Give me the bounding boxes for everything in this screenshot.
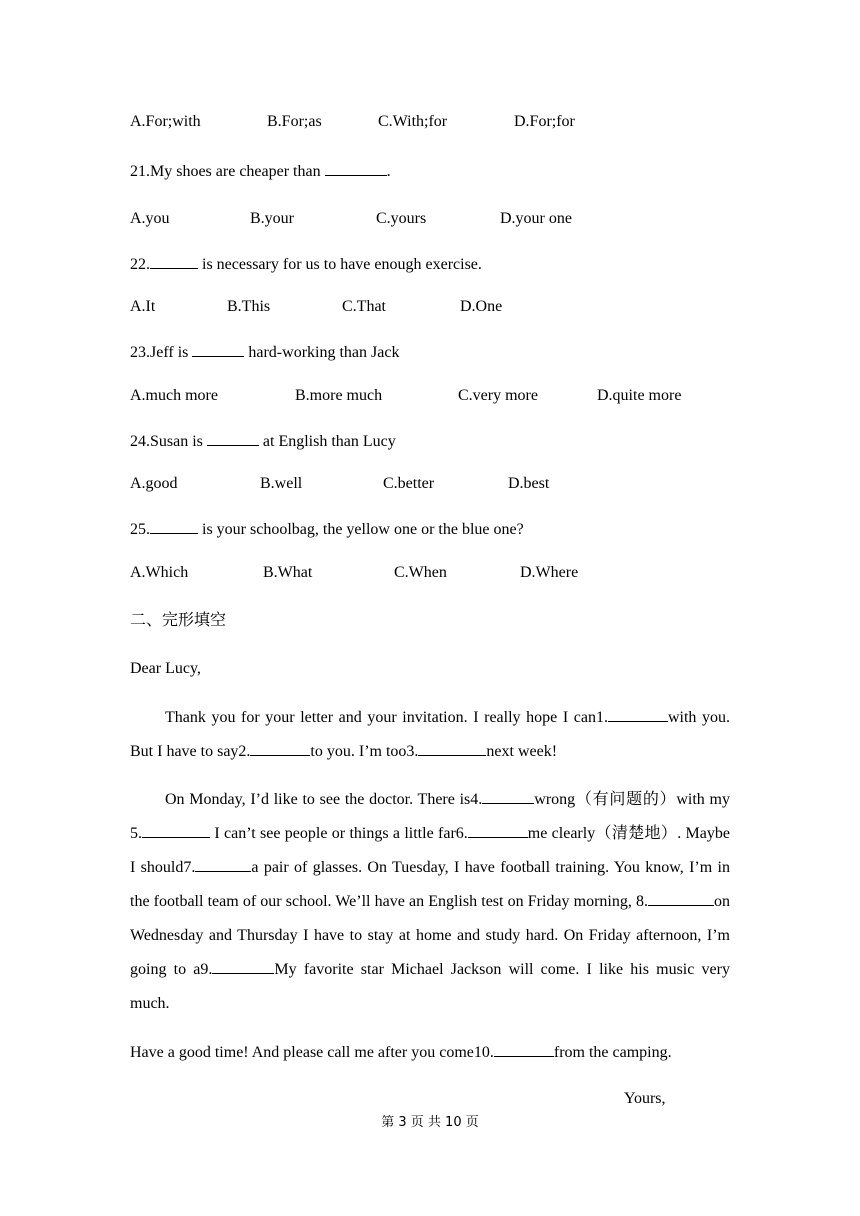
q22-option-b: B.This bbox=[227, 298, 271, 315]
q23-stem: 23.Jeff is hard-working than Jack bbox=[130, 341, 399, 363]
q23-blank bbox=[192, 341, 244, 357]
q23-option-c: C.very more bbox=[458, 387, 538, 404]
q21-option-b: B.your bbox=[250, 210, 294, 227]
q21-blank bbox=[325, 160, 387, 176]
q23-option-a: A.much more bbox=[130, 387, 218, 404]
q24-blank bbox=[207, 430, 259, 446]
q22-blank bbox=[150, 253, 198, 269]
q21-stem: 21.My shoes are cheaper than . bbox=[130, 160, 391, 182]
cloze-blank-9 bbox=[212, 958, 274, 974]
q25-blank bbox=[150, 518, 198, 534]
letter-paragraph-2: On Monday, I’d like to see the doctor. There is4. wrong（有问题的）with my 5. I can’t see people or things a little far6. me clearly（清楚地）. Maybe I should7. a pair of glasses. On Tuesday, I have football training. You know, I’m in the football team of our school. We’ll have an English test on Friday morning, 8. on Wednesday and Thursday I have to stay at home and study hard. On Friday afternoon, I’m going to a9. My favorite star Michael Jackson will come. I like his music very much. bbox=[130, 783, 730, 1021]
q21-option-c: C.yours bbox=[376, 210, 427, 227]
q22-option-c: C.That bbox=[342, 298, 386, 315]
cloze-blank-6 bbox=[468, 822, 528, 838]
q25-option-d: D.Where bbox=[520, 564, 579, 581]
q25-option-c: C.When bbox=[394, 564, 447, 581]
letter-paragraph-3: Have a good time! And please call me after you come10. from the camping. bbox=[130, 1041, 672, 1063]
q23-option-d: D.quite more bbox=[597, 387, 682, 404]
q24-options bbox=[130, 474, 730, 494]
q23-option-b: B.more much bbox=[295, 387, 383, 404]
q24-option-a: A.good bbox=[130, 475, 178, 492]
q21-option-d: D.your one bbox=[500, 210, 572, 227]
q25-option-a: A.Which bbox=[130, 564, 189, 581]
q21-options bbox=[130, 209, 730, 229]
cloze-blank-2 bbox=[250, 740, 310, 756]
cloze-blank-4 bbox=[482, 788, 534, 804]
cloze-blank-3 bbox=[418, 740, 486, 756]
letter-closing: Yours, bbox=[624, 1090, 666, 1107]
q22-options bbox=[130, 297, 730, 317]
page-footer: 第 3 页 共 10 页 bbox=[381, 1115, 479, 1130]
q22-stem: 22. is necessary for us to have enough exercise. bbox=[130, 253, 482, 275]
q24-option-b: B.well bbox=[260, 475, 303, 492]
q20-options bbox=[130, 112, 730, 132]
cloze-blank-5 bbox=[142, 822, 210, 838]
q22-option-a: A.It bbox=[130, 298, 156, 315]
cloze-blank-7 bbox=[195, 856, 251, 872]
q24-option-d: D.best bbox=[508, 475, 550, 492]
letter-greeting: Dear Lucy, bbox=[130, 660, 201, 677]
q20-option-b: B.For;as bbox=[267, 113, 322, 130]
q22-option-d: D.One bbox=[460, 298, 503, 315]
section-heading: 二、完形填空 bbox=[130, 612, 227, 629]
q23-options bbox=[130, 386, 730, 406]
q21-option-a: A.you bbox=[130, 210, 170, 227]
q20-option-d: D.For;for bbox=[514, 113, 575, 130]
cloze-blank-1 bbox=[608, 706, 668, 722]
q24-stem: 24.Susan is at English than Lucy bbox=[130, 430, 396, 452]
q20-option-c: C.With;for bbox=[378, 113, 448, 130]
q24-option-c: C.better bbox=[383, 475, 435, 492]
cloze-blank-10 bbox=[494, 1041, 554, 1057]
q25-option-b: B.What bbox=[263, 564, 313, 581]
q25-options bbox=[130, 563, 730, 583]
q20-option-a: A.For;with bbox=[130, 113, 201, 130]
q25-stem: 25. is your schoolbag, the yellow one or the blue one? bbox=[130, 518, 524, 540]
cloze-blank-8 bbox=[648, 890, 714, 906]
letter-paragraph-1: Thank you for your letter and your invitation. I really hope I can1. with you. But I have to say2. to you. I’m too3. next week! bbox=[130, 701, 730, 769]
